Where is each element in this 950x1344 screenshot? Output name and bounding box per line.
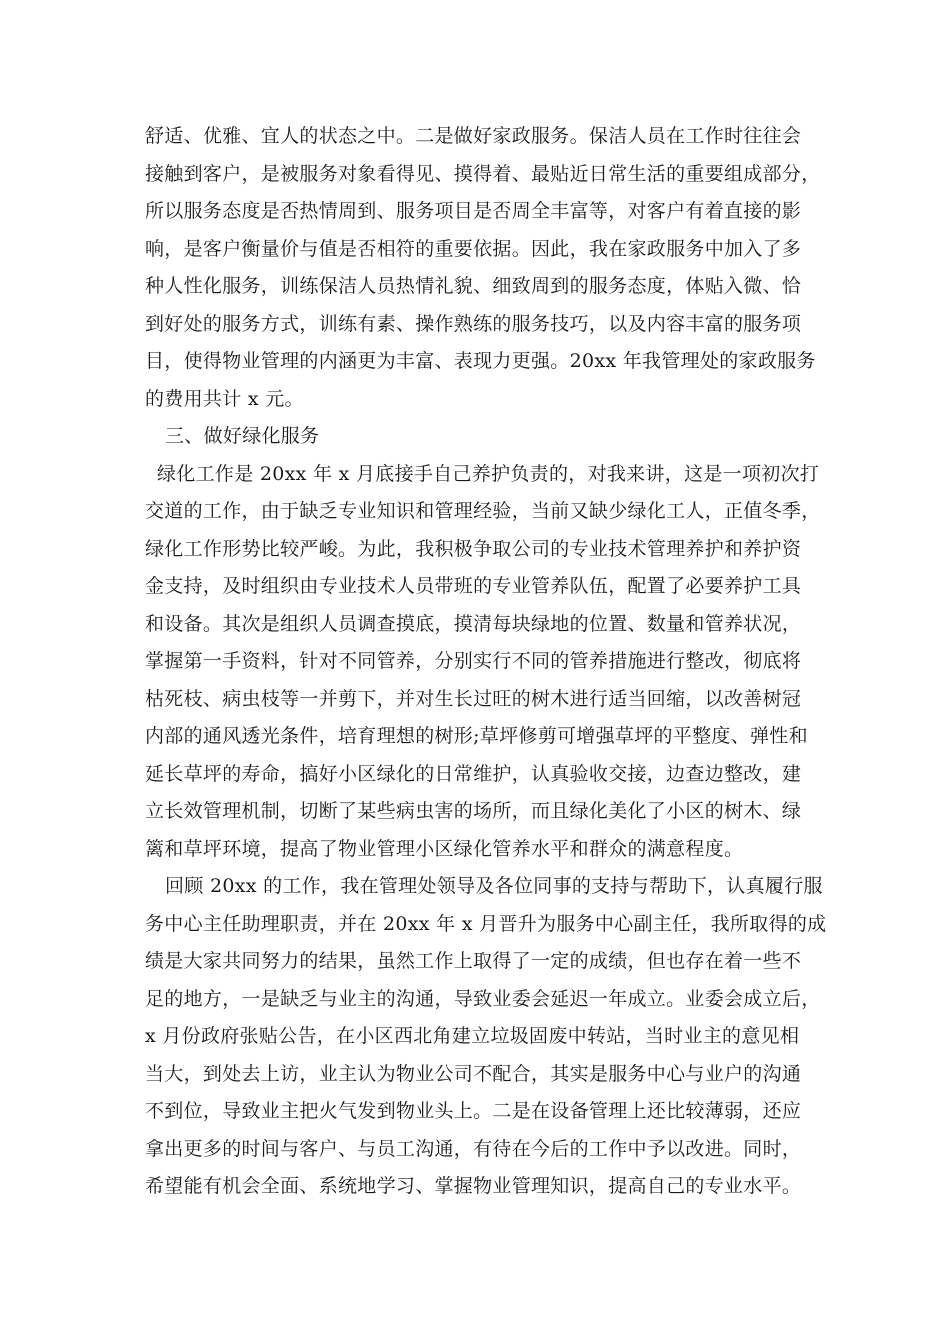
paragraph <box>145 906 827 1206</box>
text-line: 交道的工作，由于缺乏专业知识和管理经验，当前又缺少绿化工人，正值冬季， <box>145 500 821 522</box>
paragraph <box>145 456 820 494</box>
text-line: 舒适、优雅、宜人的状态之中。二是做好家政服务。保洁人员在工作时往往会 <box>145 125 802 147</box>
text-line: 绿化工作形势比较严峻。为此，我积极争取公司的专业技术管理养护和养护资 <box>145 537 802 560</box>
text-line: 接触到客户，是被服务对象看得见、摸得着、最贴近日常生活的重要组成部分， <box>145 162 821 185</box>
text-line: 所以服务态度是否热情周到、服务项目是否周全丰富等，对客户有着直接的影 <box>145 200 802 222</box>
text-line: 三、做好绿化服务 <box>165 425 320 447</box>
text-line: 绿化工作是 20xx 年 x 月底接手自己养护负责的，对我来讲，这是一项初次打 <box>157 462 820 485</box>
text-line: 的费用共计 x 元。 <box>145 387 304 410</box>
text-line: 拿出更多的时间与客户、与员工沟通，有待在今后的工作中予以改进。同时， <box>145 1137 802 1160</box>
paragraph <box>145 868 823 906</box>
text-line: 延长草坪的寿命，搞好小区绿化的日常维护，认真验收交接，边查边整改，建 <box>145 762 802 785</box>
text-line: 掌握第一手资料，针对不同管养，分别实行不同的管养措施进行整改，彻底将 <box>145 650 802 672</box>
text-line: 到好处的服务方式，训练有素、操作熟练的服务技巧，以及内容丰富的服务项 <box>145 312 802 335</box>
text-line: 目，使得物业管理的内涵更为丰富、表现力更强。20xx 年我管理处的家政服务 <box>145 350 816 372</box>
text-line: 金支持，及时组织由专业技术人员带班的专业管养队伍，配置了必要养护工具 <box>145 575 802 597</box>
text-line: 希望能有机会全面、系统地学习、掌握物业管理知识，提高自己的专业水平。 <box>145 1175 802 1197</box>
text-line: 不到位，导致业主把火气发到物业头上。二是在设备管理上还比较薄弱，还应 <box>145 1100 802 1122</box>
text-line: 种人性化服务，训练保洁人员热情礼貌、细致周到的服务态度，体贴入微、恰 <box>145 275 802 297</box>
text-line: 篱和草坪环境，提高了物业管理小区绿化管养水平和群众的满意程度。 <box>145 837 744 860</box>
text-line: 枯死枝、病虫枝等一并剪下，并对生长过旺的树木进行适当回缩，以改善树冠 <box>145 687 802 710</box>
paragraph <box>145 493 821 868</box>
text-line: 绩是大家共同努力的结果，虽然工作上取得了一定的成绩，但也存在着一些不 <box>145 950 802 972</box>
paragraph <box>145 118 821 418</box>
text-line: 当大，到处去上访，业主认为物业公司不配合，其实是服务中心与业户的沟通 <box>145 1062 802 1085</box>
document-body <box>145 118 827 1206</box>
text-line: 响，是客户衡量价与值是否相符的重要依据。因此，我在家政服务中加入了多 <box>145 237 802 260</box>
text-line: 务中心主任助理职责，并在 20xx 年 x 月晋升为服务中心副主任，我所取得的成 <box>145 912 827 935</box>
text-line: 和设备。其次是组织人员调查摸底，摸清每块绿地的位置、数量和管养状况， <box>145 612 802 635</box>
paragraph <box>145 418 807 456</box>
text-line: 回顾 20xx 的工作，我在管理处领导及各位同事的支持与帮助下，认真履行服 <box>165 875 823 897</box>
text-line: 内部的通风透光条件，培育理想的树形;草坪修剪可增强草坪的平整度、弹性和 <box>145 725 808 747</box>
text-line: 足的地方，一是缺乏与业主的沟通，导致业委会延迟一年成立。业委会成立后， <box>145 987 821 1010</box>
text-line: x 月份政府张贴公告，在小区西北角建立垃圾固废中转站，当时业主的意见相 <box>145 1025 800 1047</box>
text-line: 立长效管理机制，切断了某些病虫害的场所，而且绿化美化了小区的树木、绿 <box>145 800 802 822</box>
